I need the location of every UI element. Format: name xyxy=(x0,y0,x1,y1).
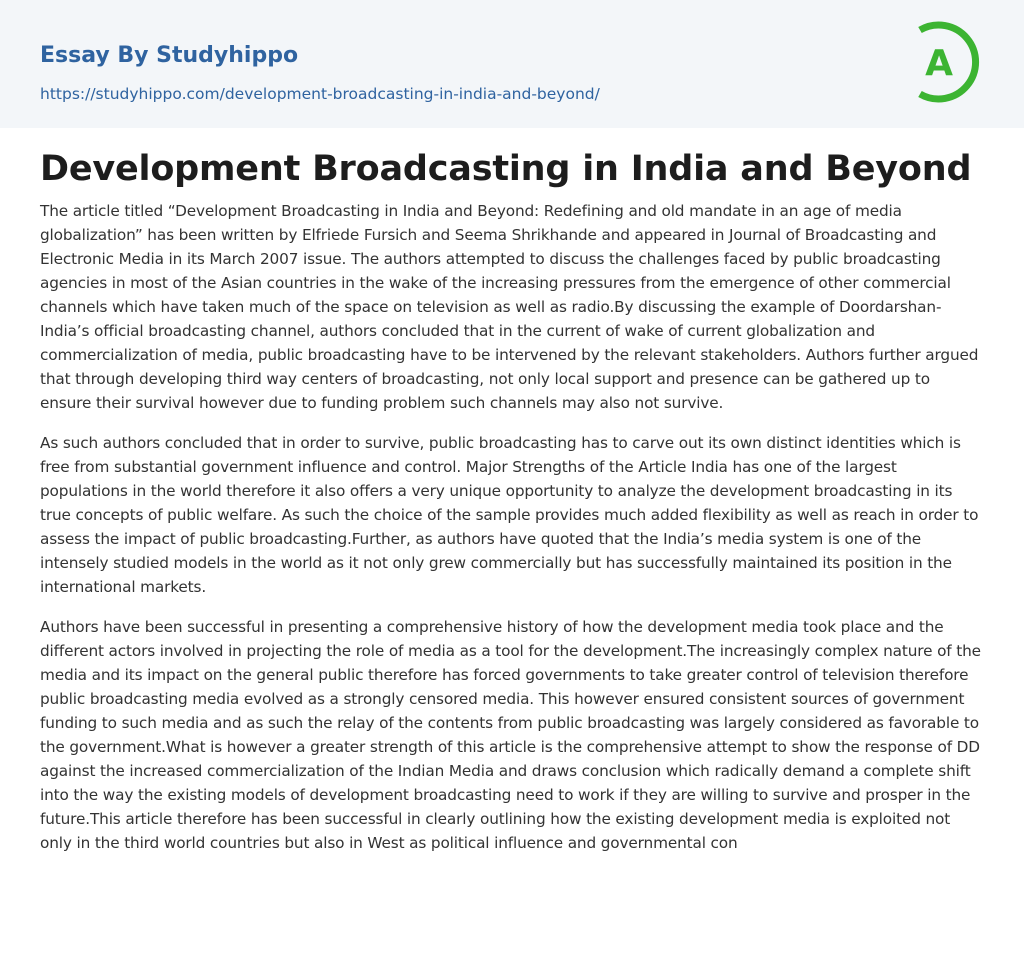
article-content xyxy=(40,128,985,871)
page-header xyxy=(0,0,1024,128)
article-title: Development Broadcasting in India and Beyond xyxy=(40,149,972,189)
article-paragraph-2: As such authors concluded that in order to survive, public broadcasting has to carve out its own distinct identities which is free from substantial government influence and control. Major Strengths of the Article India has one of the largest populations in the world therefore it also offers a very unique opportunity to analyze the development broadcasting in its true concepts of public welfare. As such the choice of the sample provides much added flexibility as well as reach in order to assess the impact of public broadcasting.Further, as authors have quoted that the India’s media system is one of the intensely studied models in the world as it not only grew commercially but has successfully maintained its position in the international markets. xyxy=(40,434,979,596)
studyhippo-logo-icon[interactable] xyxy=(908,18,988,106)
brand-title[interactable]: Essay By Studyhippo xyxy=(40,43,299,68)
article-paragraph-1: The article titled “Development Broadcasting in India and Beyond: Redefining and old mandate in an age of media globalization” has been written by Elfriede Fursich and Seema Shrikhande and appeared in Journal of Broadcasting and Electronic Media in its March 2007 issue. The authors attempted to discuss the challenges faced by public broadcasting agencies in most of the Asian countries in the wake of the increasing pressures from the emergence of other commercial channels which have taken much of the space on television as well as radio.By discussing the example of Doordarshan- India’s official broadcasting channel, authors concluded that in the current of wake of current globalization and commercialization of media, public broadcasting have to be intervened by the relevant stakeholders. Authors further argued that through developing third way centers of broadcasting, not only local support and presence can be gathered up to ensure their survival however due to funding problem such channels may also not survive. xyxy=(40,202,979,412)
logo-letter: A xyxy=(925,43,953,84)
source-url-link[interactable]: https://studyhippo.com/development-broadcasting-in-india-and-beyond/ xyxy=(40,85,600,103)
article-paragraph-3: Authors have been successful in presenting a comprehensive history of how the development media took place and the different actors involved in projecting the role of media as a tool for the development.The increasingly complex nature of the media and its impact on the general public therefore has forced governments to take greater control of television therefore public broadcasting media evolved as a strongly censored media. This however ensured consistent sources of government funding to such media and as such the relay of the contents from public broadcasting was largely considered as favorable to the government.What is however a greater strength of this article is the comprehensive attempt to show the response of DD against the increased commercialization of the Indian Media and draws conclusion which radically demand a complete shift into the way the existing models of development broadcasting need to work if they are willing to survive and prosper in the future.This article therefore has been successful in clearly outlining how the existing development media is exploited not only in the third world countries but also in West as political influence and governmental con xyxy=(40,618,981,852)
